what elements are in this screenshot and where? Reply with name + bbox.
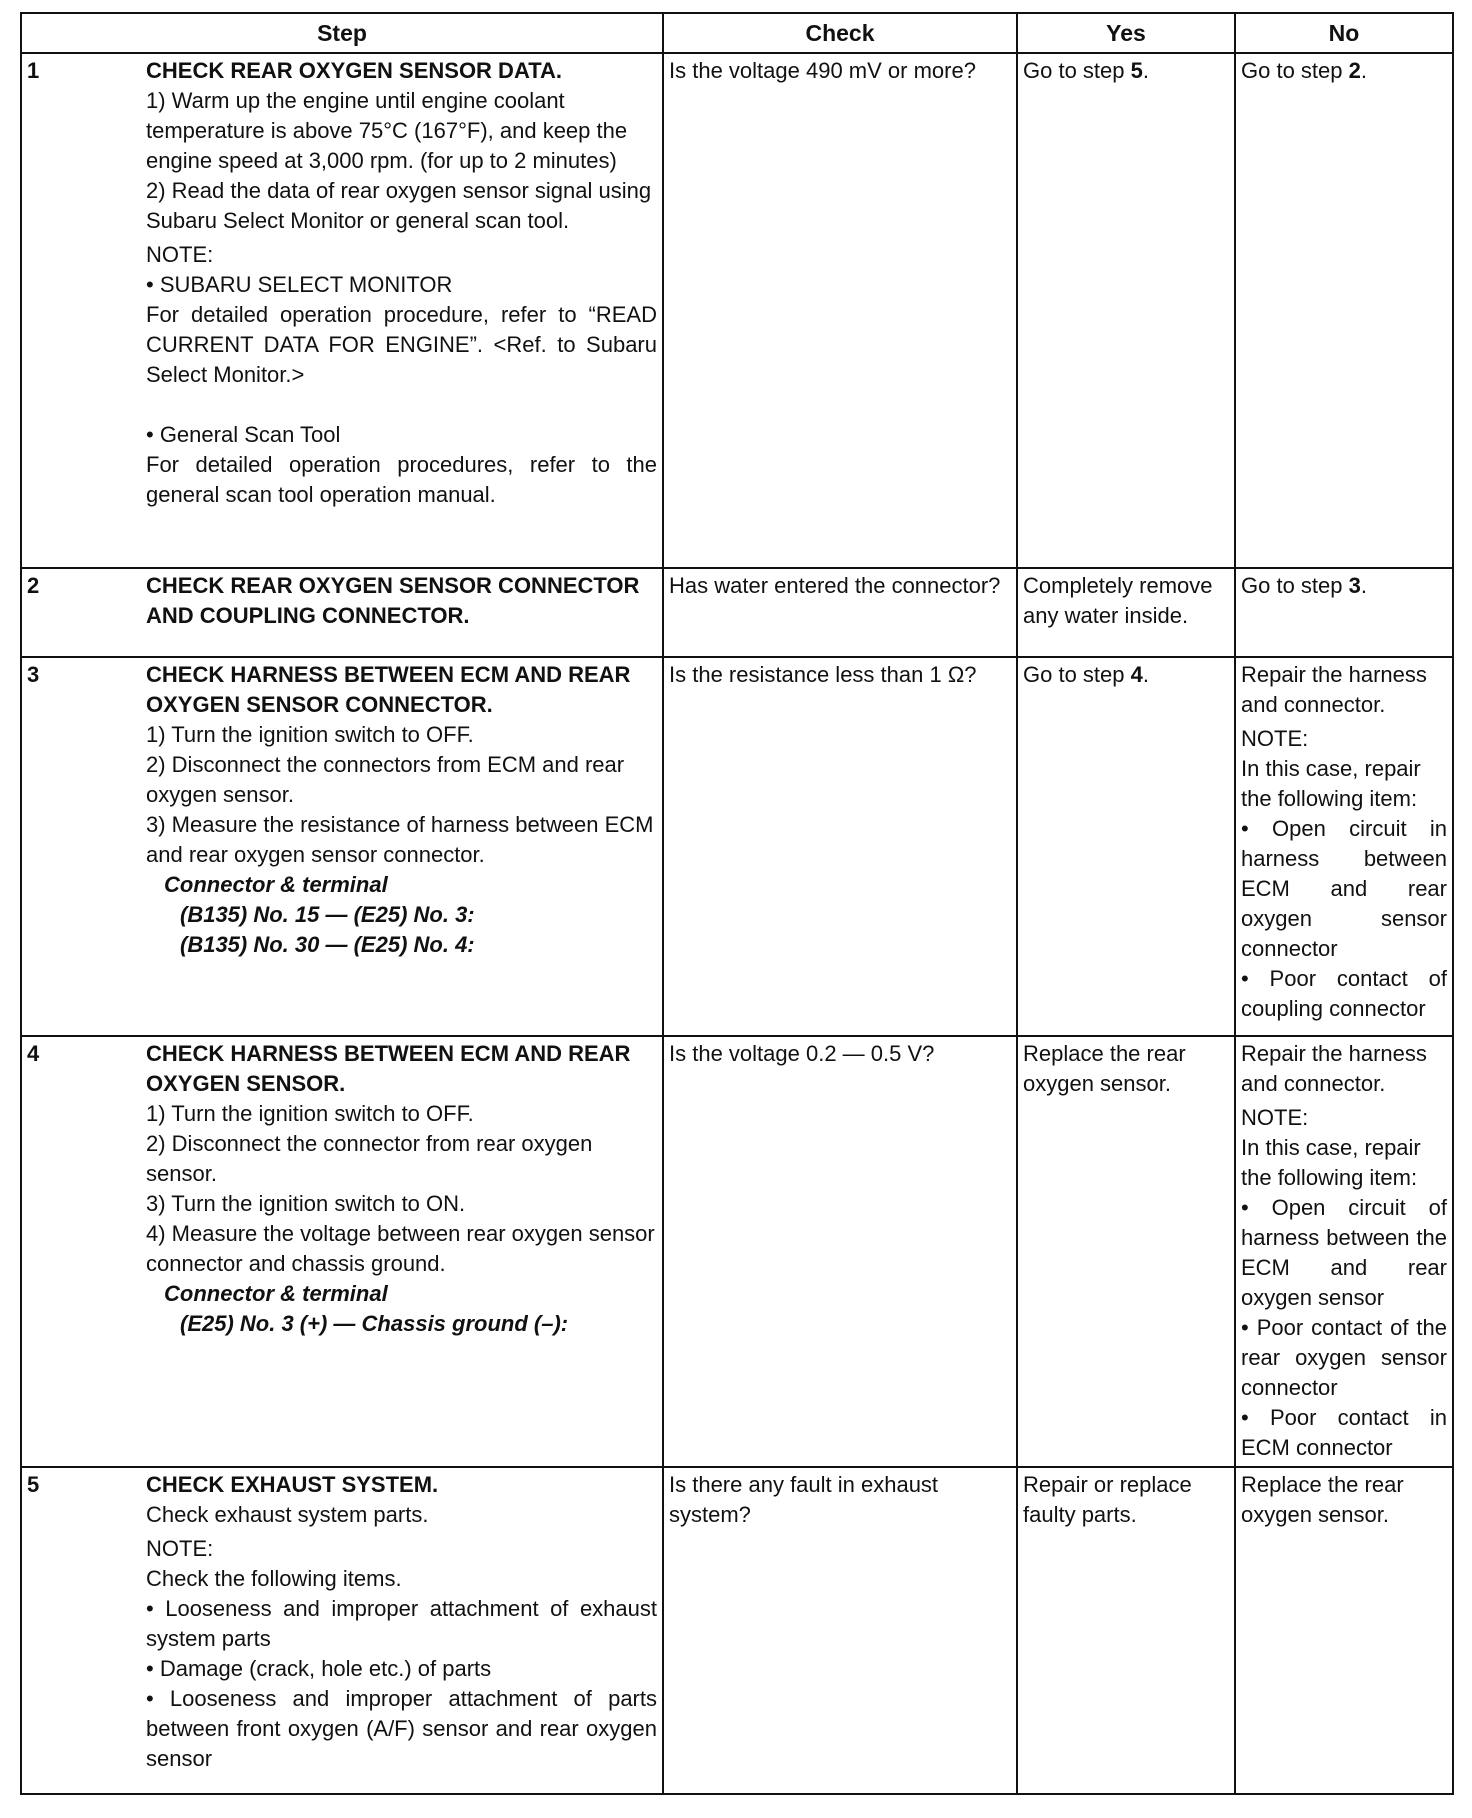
table-row — [21, 53, 1453, 568]
yes-text: Go to step — [1023, 662, 1131, 687]
no-main-text: Repair the harness and connector. — [1241, 1041, 1427, 1096]
yes-text: Go to step — [1023, 58, 1131, 83]
step-title: CHECK EXHAUST SYSTEM. — [146, 1472, 439, 1497]
step-instruction: Check exhaust system parts. — [146, 1502, 429, 1527]
note-line: • General Scan Tool — [146, 422, 341, 447]
note-label: NOTE: — [146, 1536, 214, 1561]
check-cell: Is the resistance less than 1 Ω? — [663, 657, 1017, 1036]
no-cell — [1235, 53, 1453, 568]
step-description — [141, 657, 663, 1036]
no-cell — [1235, 657, 1453, 1036]
step-number: 3 — [21, 657, 141, 1036]
note-item: • Open circuit of harness between the ECM and rear oxygen sensor — [1241, 1195, 1447, 1310]
step-instruction: 4) Measure the voltage between rear oxygen sensor connector and chassis ground. — [146, 1221, 655, 1276]
document-page — [20, 12, 1452, 1797]
step-description — [141, 1467, 663, 1794]
yes-cell: Completely remove any water inside. — [1017, 568, 1235, 657]
connector-terminal: (E25) No. 3 (+) — Chassis ground (–): — [180, 1311, 569, 1336]
yes-step-ref: 5 — [1130, 58, 1143, 83]
no-cell — [1235, 1036, 1453, 1467]
no-main-text: Repair the harness and connector. — [1241, 662, 1427, 717]
step-title: CHECK HARNESS BETWEEN ECM AND REAR OXYGEN SENSOR. — [146, 1041, 631, 1096]
header-check: Check — [663, 13, 1017, 53]
note-item: • Poor contact of coupling connector — [1241, 966, 1447, 1021]
connector-terminal: (B135) No. 15 — (E25) No. 3: — [180, 902, 475, 927]
step-description — [141, 568, 663, 657]
connector-label: Connector & terminal — [164, 1281, 388, 1306]
step-description — [141, 53, 663, 568]
step-instruction: 1) Warm up the engine until engine coolant temperature is above 75°C (167°F), and keep the engine speed at 3,000 rpm. (for up to 2 minutes) — [146, 88, 628, 173]
check-cell: Is there any fault in exhaust system? — [663, 1467, 1017, 1794]
yes-cell — [1017, 657, 1235, 1036]
step-number: 1 — [21, 53, 141, 568]
step-instruction: 1) Turn the ignition switch to OFF. — [146, 1101, 474, 1126]
no-suffix: . — [1360, 573, 1367, 598]
table-row — [21, 657, 1453, 1036]
note-label: NOTE: — [1241, 1105, 1309, 1130]
note-line: • Damage (crack, hole etc.) of parts — [146, 1656, 492, 1681]
step-number: 2 — [21, 568, 141, 657]
connector-terminal: (B135) No. 30 — (E25) No. 4: — [180, 932, 475, 957]
note-item: • Poor contact in ECM connector — [1241, 1405, 1447, 1460]
no-cell — [1235, 568, 1453, 657]
step-number: 5 — [21, 1467, 141, 1794]
connector-label: Connector & terminal — [164, 872, 388, 897]
yes-cell: Replace the rear oxygen sensor. — [1017, 1036, 1235, 1467]
table-row — [21, 568, 1453, 657]
note-line: • Looseness and improper attachment of parts between front oxygen (A/F) sensor and rear oxygen sensor — [146, 1686, 657, 1771]
no-suffix: . — [1360, 58, 1367, 83]
step-title: CHECK REAR OXYGEN SENSOR CONNECTOR AND COUPLING CONNECTOR. — [146, 573, 640, 628]
step-instruction: 2) Disconnect the connector from rear oxygen sensor. — [146, 1131, 593, 1186]
step-number: 4 — [21, 1036, 141, 1467]
no-step-ref: 3 — [1348, 573, 1361, 598]
check-cell: Is the voltage 490 mV or more? — [663, 53, 1017, 568]
note-label: NOTE: — [1241, 726, 1309, 751]
table-header-row — [21, 13, 1453, 53]
no-cell: Replace the rear oxygen sensor. — [1235, 1467, 1453, 1794]
note-label: NOTE: — [146, 242, 214, 267]
yes-cell: Repair or replace faulty parts. — [1017, 1467, 1235, 1794]
step-instruction: 1) Turn the ignition switch to OFF. — [146, 722, 474, 747]
note-item: • Poor contact of the rear oxygen sensor connector — [1241, 1315, 1447, 1400]
check-cell: Has water entered the connector? — [663, 568, 1017, 657]
check-cell: Is the voltage 0.2 — 0.5 V? — [663, 1036, 1017, 1467]
step-title: CHECK HARNESS BETWEEN ECM AND REAR OXYGEN SENSOR CONNECTOR. — [146, 662, 631, 717]
yes-cell — [1017, 53, 1235, 568]
yes-suffix: . — [1142, 58, 1149, 83]
header-yes: Yes — [1017, 13, 1235, 53]
note-line: • Looseness and improper attachment of exhaust system parts — [146, 1596, 657, 1651]
spacer — [146, 390, 657, 420]
table-row — [21, 1467, 1453, 1794]
no-step-ref: 2 — [1348, 58, 1361, 83]
step-instruction: 3) Turn the ignition switch to ON. — [146, 1191, 466, 1216]
yes-step-ref: 4 — [1130, 662, 1143, 687]
header-step: Step — [21, 13, 663, 53]
no-text: Go to step — [1241, 58, 1349, 83]
step-instruction: 3) Measure the resistance of harness between ECM and rear oxygen sensor connector. — [146, 812, 654, 867]
note-item: • Open circuit in harness between ECM and rear oxygen sensor connector — [1241, 816, 1447, 961]
note-line: For detailed operation procedures, refer to the general scan tool operation manual. — [146, 452, 657, 507]
note-line: • SUBARU SELECT MONITOR — [146, 272, 453, 297]
note-intro: In this case, repair the following item: — [1241, 756, 1421, 811]
table-row — [21, 1036, 1453, 1467]
diagnostic-table — [20, 12, 1454, 1795]
step-title: CHECK REAR OXYGEN SENSOR DATA. — [146, 58, 563, 83]
no-text: Go to step — [1241, 573, 1349, 598]
note-line: For detailed operation procedure, refer to “READ CURRENT DATA FOR ENGINE”. <Ref. to Subaru Select Monitor.> — [146, 302, 657, 387]
step-description — [141, 1036, 663, 1467]
step-instruction: 2) Read the data of rear oxygen sensor signal using Subaru Select Monitor or general scan tool. — [146, 178, 652, 233]
step-instruction: 2) Disconnect the connectors from ECM and rear oxygen sensor. — [146, 752, 625, 807]
yes-suffix: . — [1142, 662, 1149, 687]
note-intro: In this case, repair the following item: — [1241, 1135, 1421, 1190]
header-no: No — [1235, 13, 1453, 53]
note-line: Check the following items. — [146, 1566, 402, 1591]
